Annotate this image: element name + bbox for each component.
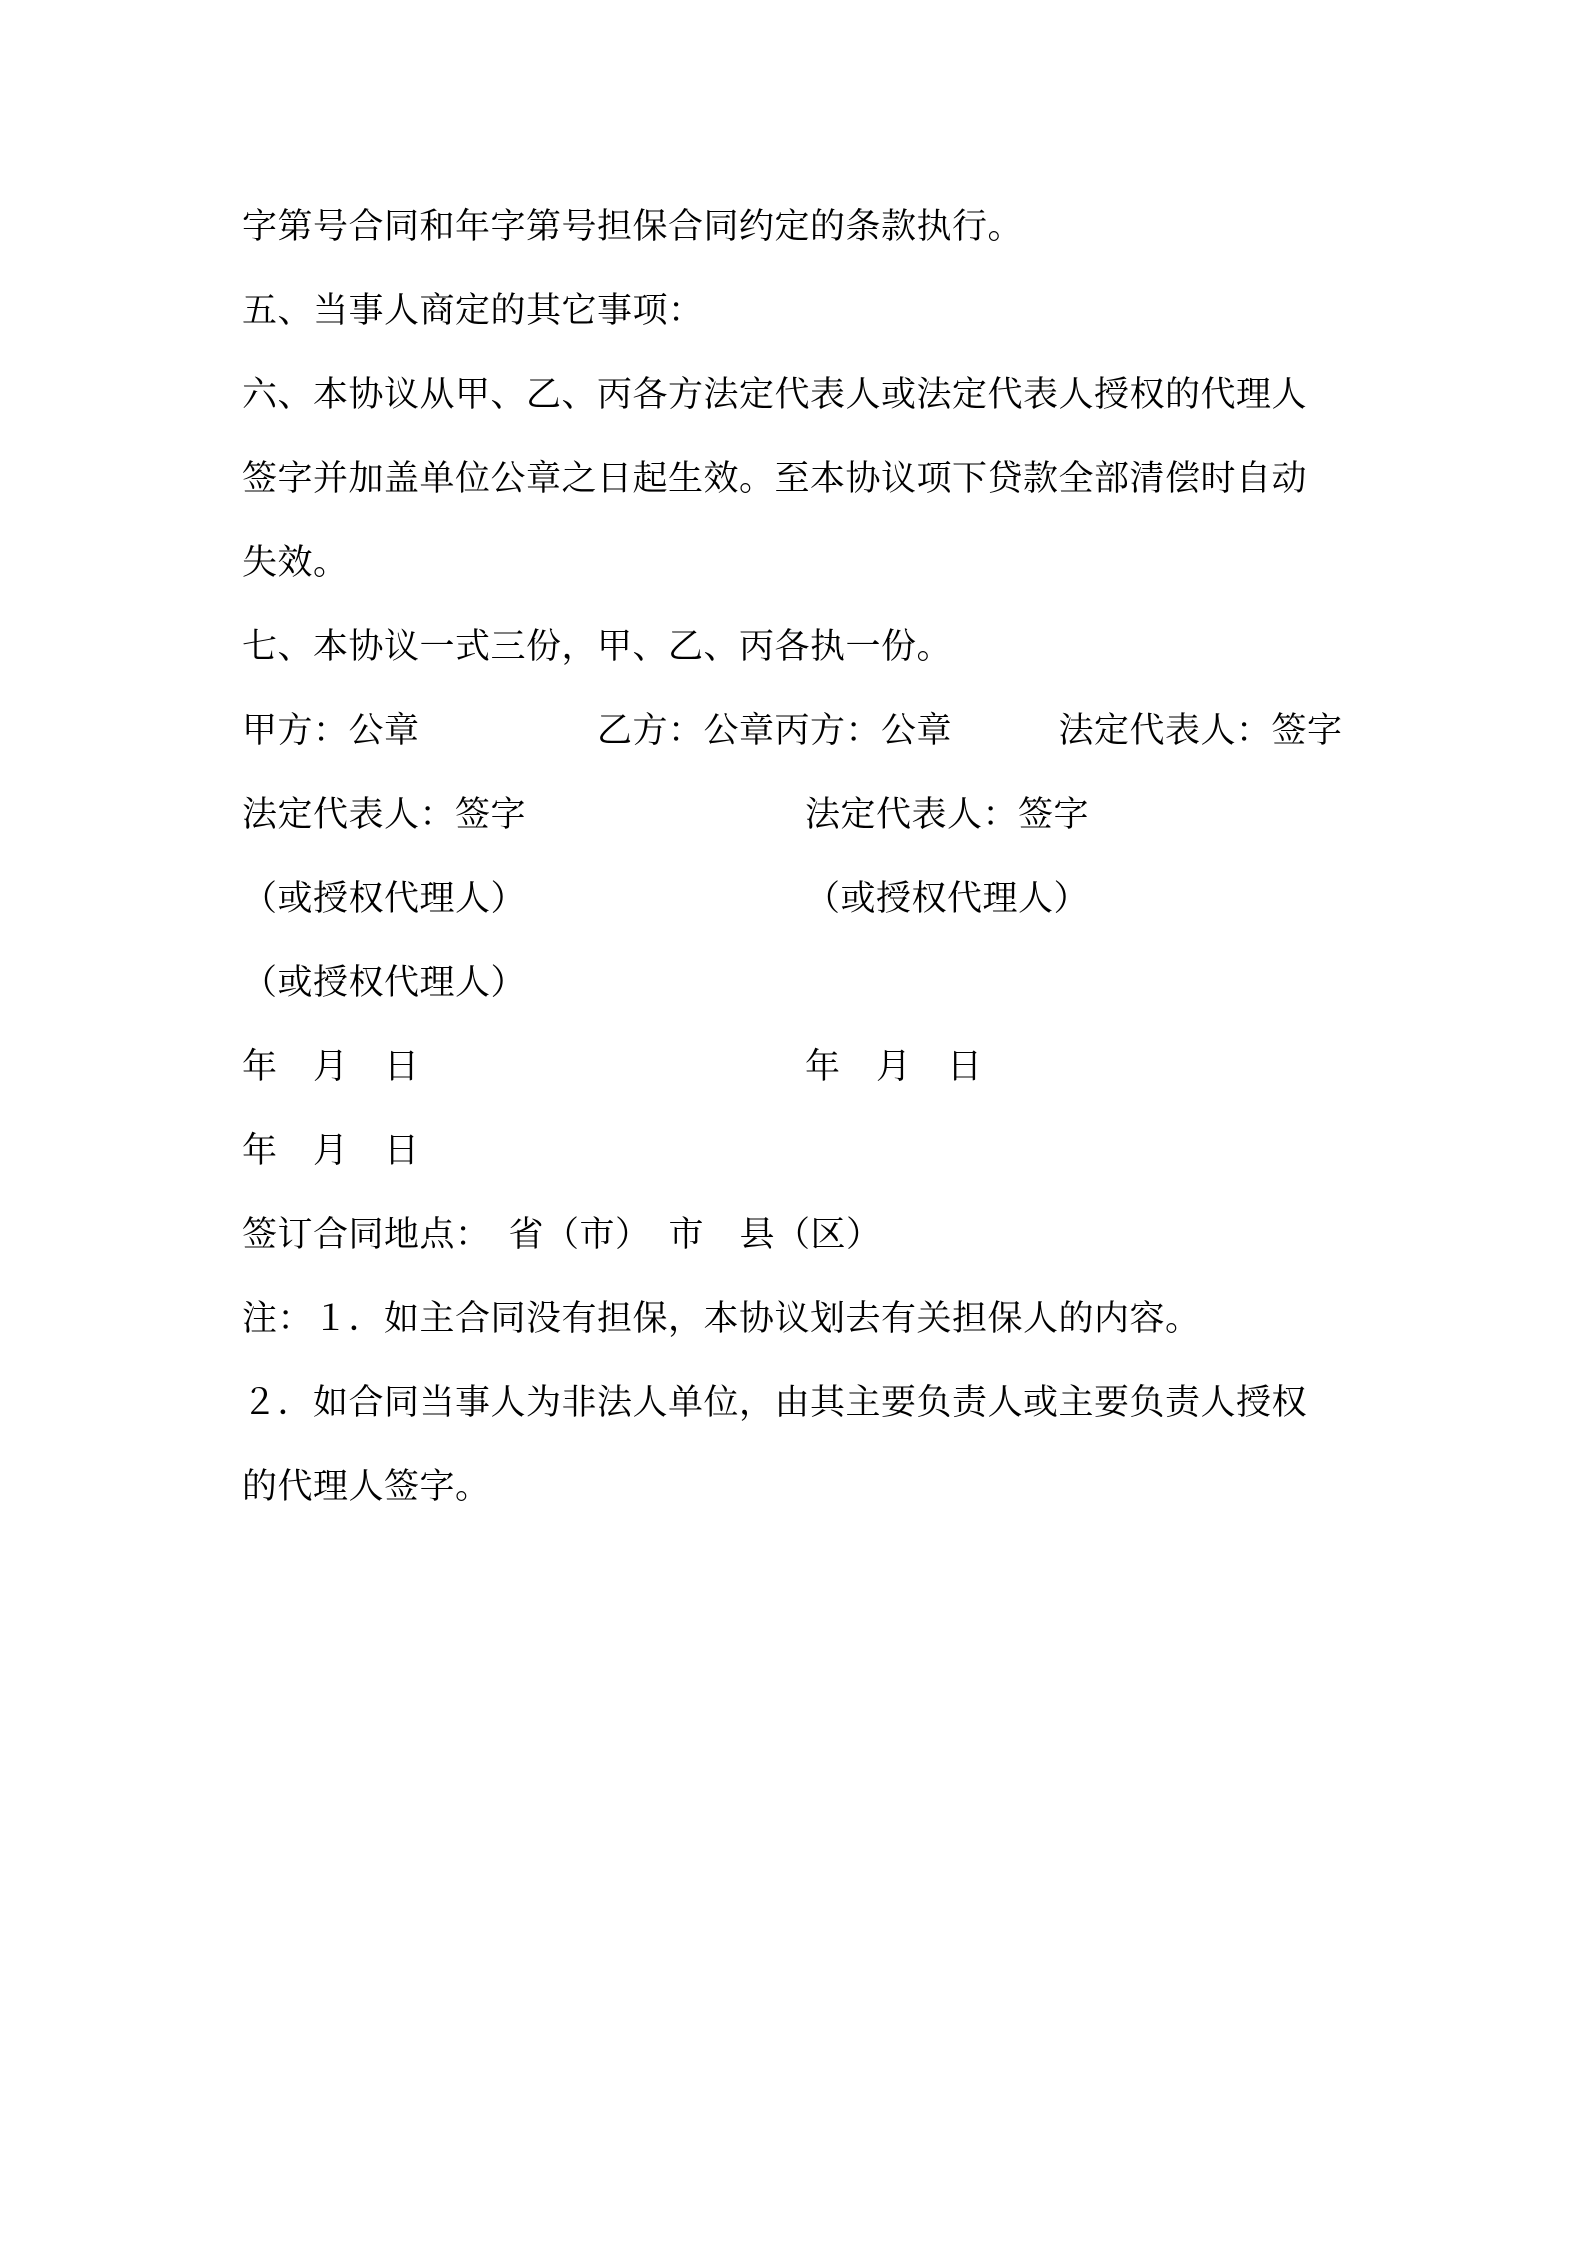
- signature-party-row: 甲方：公章 乙方：公章丙方：公章 法定代表人：签字: [242, 711, 1343, 751]
- note-one: 注：１．如主合同没有担保，本协议划去有关担保人的内容。: [242, 1299, 1201, 1339]
- clause-continuation: 字第号合同和年字第号担保合同约定的条款执行。: [242, 207, 1024, 247]
- signature-date-left: 年 月 日: [242, 1047, 420, 1087]
- note-two-line-2: 的代理人签字。: [242, 1467, 491, 1507]
- signature-agent-left: （或授权代理人）: [242, 879, 527, 919]
- note-two-line-1: ２．如合同当事人为非法人单位，由其主要负责人或主要负责人授权: [242, 1383, 1308, 1423]
- clause-seven: 七、本协议一式三份，甲、乙、丙各执一份。: [242, 627, 953, 667]
- signature-agent-left-2: （或授权代理人）: [242, 963, 527, 1003]
- clause-six-line-3: 失效。: [242, 543, 349, 583]
- contract-place: 签订合同地点： 省（市） 市 县（区）: [242, 1215, 882, 1255]
- signature-rep-left: 法定代表人：签字: [242, 795, 527, 835]
- signature-agent-right: （或授权代理人）: [805, 879, 1090, 919]
- signature-date-right: 年 月 日: [805, 1047, 983, 1087]
- signature-date-left-2: 年 月 日: [242, 1131, 420, 1171]
- clause-five: 五、当事人商定的其它事项：: [242, 291, 704, 331]
- clause-six-line-2: 签字并加盖单位公章之日起生效。至本协议项下贷款全部清偿时自动: [242, 459, 1308, 499]
- signature-rep-right: 法定代表人：签字: [805, 795, 1090, 835]
- clause-six-line-1: 六、本协议从甲、乙、丙各方法定代表人或法定代表人授权的代理人: [242, 375, 1308, 415]
